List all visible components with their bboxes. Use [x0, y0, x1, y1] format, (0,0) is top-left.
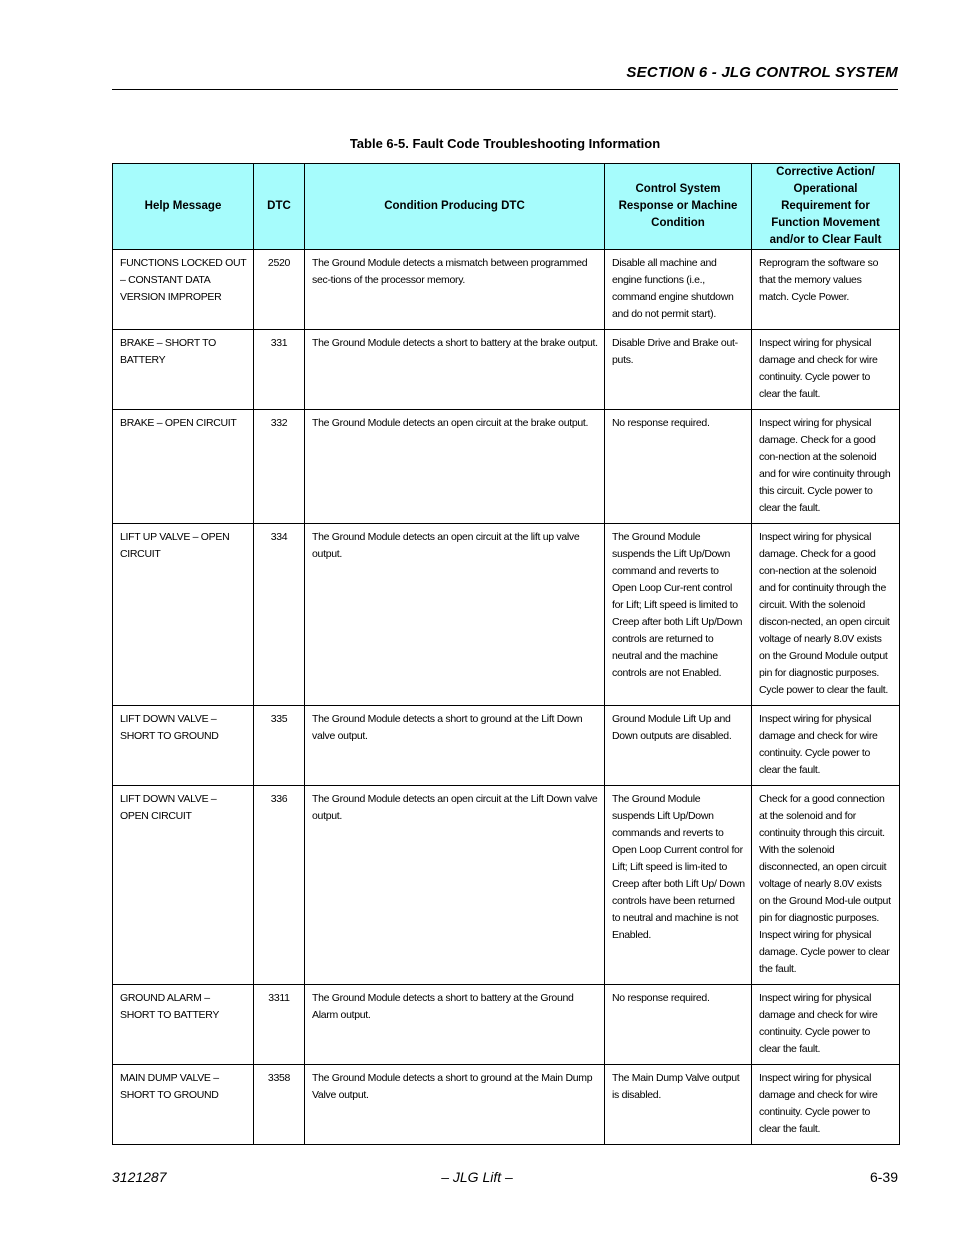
cell-response: The Ground Module suspends Lift Up/Down commands and reverts to Open Loop Current control for Lift; Lift speed is lim-ited to Creep after both Lift Up/ Down controls have been returned to neutral and machine is not Enabled. [605, 786, 752, 985]
cell-condition: The Ground Module detects a short to battery at the brake output. [305, 330, 605, 410]
cell-help-message: BRAKE – SHORT TO BATTERY [113, 330, 254, 410]
cell-dtc: 336 [254, 786, 305, 985]
footer-page-number: 6-39 [869, 1169, 898, 1185]
fault-code-table [112, 163, 900, 1145]
column-header-dtc: DTC [254, 164, 305, 250]
table-row [113, 524, 900, 706]
cell-corrective-action: Inspect wiring for physical damage and check for wire continuity. Cycle power to clear the fault. [752, 985, 900, 1065]
cell-response: No response required. [605, 985, 752, 1065]
table-row [113, 706, 900, 786]
column-header-condition: Condition Producing DTC [305, 164, 605, 250]
cell-dtc: 331 [254, 330, 305, 410]
table-row [113, 330, 900, 410]
footer-doc-number: 3121287 [112, 1169, 167, 1185]
cell-help-message: FUNCTIONS LOCKED OUT – CONSTANT DATA VERSION IMPROPER [113, 250, 254, 330]
table-row [113, 786, 900, 985]
cell-dtc: 3358 [254, 1065, 305, 1145]
cell-response: The Main Dump Valve output is disabled. [605, 1065, 752, 1145]
cell-condition: The Ground Module detects a short to battery at the Ground Alarm output. [305, 985, 605, 1065]
cell-response: No response required. [605, 410, 752, 524]
table-header-row [113, 164, 900, 250]
table-row [113, 985, 900, 1065]
cell-condition: The Ground Module detects an open circuit at the lift up valve output. [305, 524, 605, 706]
cell-help-message: MAIN DUMP VALVE – SHORT TO GROUND [113, 1065, 254, 1145]
cell-corrective-action: Inspect wiring for physical damage. Check for a good con-nection at the solenoid and for wire continuity through this circuit. Cycle power to clear the fault. [752, 410, 900, 524]
table-row [113, 410, 900, 524]
column-header-help-message: Help Message [113, 164, 254, 250]
table-row [113, 1065, 900, 1145]
cell-dtc: 3311 [254, 985, 305, 1065]
cell-dtc: 332 [254, 410, 305, 524]
cell-help-message: BRAKE – OPEN CIRCUIT [113, 410, 254, 524]
column-header-response: Control System Response or Machine Condition [605, 164, 752, 250]
cell-help-message: LIFT DOWN VALVE – OPEN CIRCUIT [113, 786, 254, 985]
cell-dtc: 335 [254, 706, 305, 786]
table-row [113, 250, 900, 330]
cell-condition: The Ground Module detects an open circuit at the Lift Down valve output. [305, 786, 605, 985]
cell-condition: The Ground Module detects a short to ground at the Main Dump Valve output. [305, 1065, 605, 1145]
table-title: Table 6-5. Fault Code Troubleshooting Information [349, 136, 661, 151]
section-title: SECTION 6 - JLG CONTROL SYSTEM [626, 64, 898, 81]
cell-response: The Ground Module suspends the Lift Up/Down command and reverts to Open Loop Cur-rent control for Lift; Lift speed is limited to Creep after both Lift Up/Down controls are returned to neutral and the machine controls are not Enabled. [605, 524, 752, 706]
cell-condition: The Ground Module detects a mismatch between programmed sec-tions of the processor memory. [305, 250, 605, 330]
cell-help-message: LIFT UP VALVE – OPEN CIRCUIT [113, 524, 254, 706]
cell-condition: The Ground Module detects a short to ground at the Lift Down valve output. [305, 706, 605, 786]
cell-corrective-action: Inspect wiring for physical damage and check for wire continuity. Cycle power to clear the fault. [752, 706, 900, 786]
footer-center-text: – JLG Lift – [441, 1169, 513, 1185]
cell-corrective-action: Inspect wiring for physical damage. Check for a good con-nection at the solenoid and for continuity through the circuit. With the solenoid discon-nected, an open circuit voltage of nearly 8.0V exists on the Ground Module output pin for diagnostic purposes. Cycle power to clear the fault. [752, 524, 900, 706]
column-header-corrective-action: Corrective Action/ Operational Requirement for Function Movement and/or to Clear Fault [752, 164, 900, 250]
cell-corrective-action: Inspect wiring for physical damage and check for wire continuity. Cycle power to clear the fault. [752, 1065, 900, 1145]
cell-dtc: 334 [254, 524, 305, 706]
header-rule [112, 89, 898, 90]
cell-help-message: GROUND ALARM – SHORT TO BATTERY [113, 985, 254, 1065]
cell-response: Ground Module Lift Up and Down outputs are disabled. [605, 706, 752, 786]
cell-response: Disable all machine and engine functions (i.e., command engine shutdown and do not permit start). [605, 250, 752, 330]
cell-response: Disable Drive and Brake out-puts. [605, 330, 752, 410]
cell-condition: The Ground Module detects an open circuit at the brake output. [305, 410, 605, 524]
cell-dtc: 2520 [254, 250, 305, 330]
cell-help-message: LIFT DOWN VALVE – SHORT TO GROUND [113, 706, 254, 786]
cell-corrective-action: Reprogram the software so that the memory values match. Cycle Power. [752, 250, 900, 330]
cell-corrective-action: Inspect wiring for physical damage and check for wire continuity. Cycle power to clear the fault. [752, 330, 900, 410]
cell-corrective-action: Check for a good connection at the solenoid and for continuity through this circuit. With the solenoid disconnected, an open circuit voltage of nearly 8.0V exists on the Ground Mod-ule output pin for diagnostic purposes. Inspect wiring for physical damage. Cycle power to clear the fault. [752, 786, 900, 985]
